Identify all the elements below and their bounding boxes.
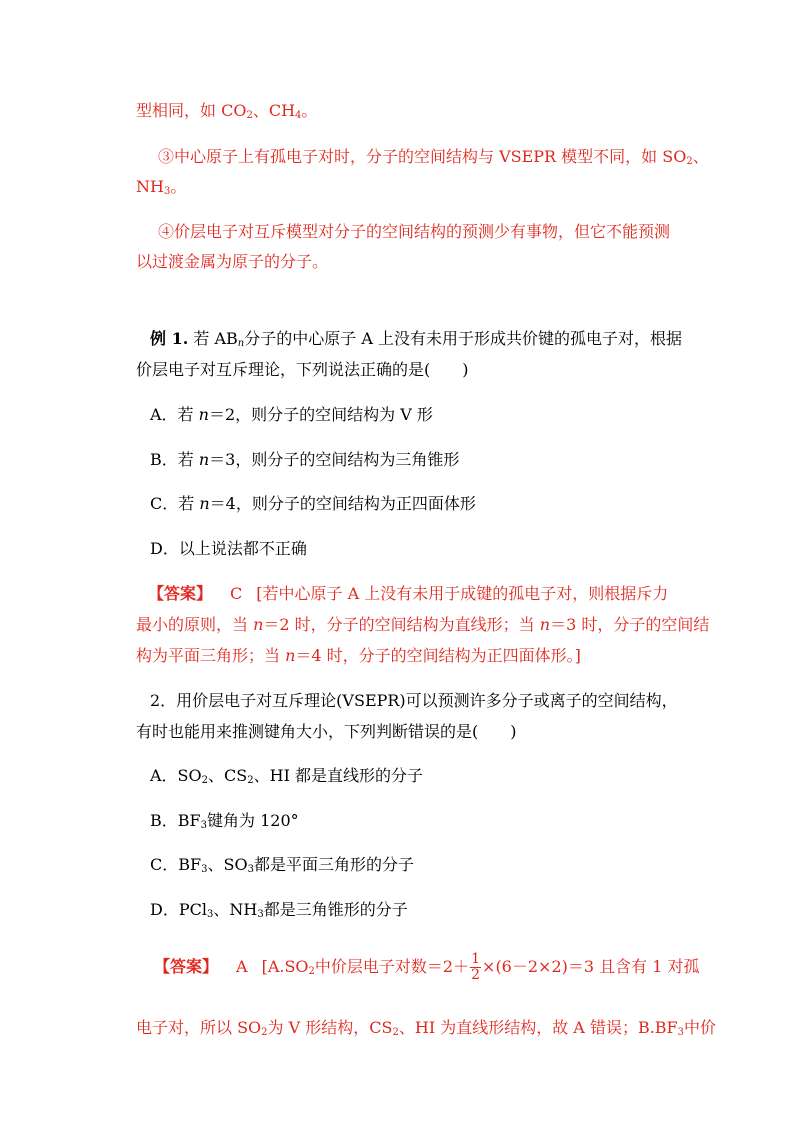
intro-line-1: 型相同，如 $CO_2$、$CH_4$。 (136, 101, 318, 121)
q2-answer-label: 【答案】 (154, 957, 219, 976)
q2-stem-line-2: 有时也能用来推测键角大小，下列判断错误的是( ) (136, 722, 517, 741)
intro-line-4: ④价层电子对互斥模型对分子的空间结构的预测少有事物，但它不能预测 (158, 222, 671, 241)
q1-answer-line-1: 【答案】 C [若中心原子 A 上没有未用于成键的孤电子对，则根据斥力 (148, 584, 669, 603)
q1-answer-label: 【答案】 (148, 584, 213, 603)
q2-option-c: C．$BF_3$、$SO_3$都是平面三角形的分子 (150, 855, 414, 875)
q1-answer-line-2: 最小的原则，当 n＝2 时，分子的空间结构为直线形；当 n＝3 时，分子的空间结 (136, 615, 710, 634)
q1-label: 例 1. (150, 329, 189, 348)
q1-option-a: A．若 n＝2，则分子的空间结构为 V 形 (150, 405, 433, 424)
q2-option-b: B．$BF_3$键角为 120° (150, 811, 299, 831)
q2-answer-line-2: 电子对，所以 $SO_2$为 V 形结构，$CS_2$、HI 为直线形结构，故 A 错误；$B.BF_3$中价 (136, 1018, 717, 1038)
q1-option-d: D．以上说法都不正确 (150, 539, 307, 558)
intro-line-2: ③中心原子上有孤电子对时，分子的空间结构与 VSEPR 模型不同，如 $SO_2$、 (158, 147, 709, 167)
fraction-one-half: $\frac{1}{2}$ (471, 951, 481, 983)
q2-stem-line-1: 2．用价层电子对互斥理论(VSEPR)可以预测许多分子或离子的空间结构， (150, 691, 678, 710)
intro-line-3: $NH_3$。 (136, 177, 187, 197)
q1-answer-letter: C (230, 584, 243, 603)
q1-option-c: C．若 n＝4，则分子的空间结构为正四面体形 (150, 494, 476, 513)
q1-stem-line-2: 价层电子对互斥理论，下列说法正确的是( ) (136, 360, 469, 379)
q1-answer-line-3: 构为平面三角形；当 n＝4 时，分子的空间结构为正四面体形。] (136, 646, 581, 665)
intro-line-5: 以过渡金属为原子的分子。 (136, 252, 329, 271)
q2-answer-line-1: 【答案】 A [$A.SO_2$中价层电子对数＝2＋ $\frac{1}{2}$ ×(6－2×2)＝3 且含有 1 对孤 (154, 951, 700, 983)
q1-stem-line-1: 例 1. 若 $AB_n$分子的中心原子 A 上没有未用于形成共价键的孤电子对，根据 (150, 329, 682, 349)
q2-option-a: A．$SO_2$、$CS_2$、HI 都是直线形的分子 (150, 766, 423, 786)
q2-option-d: D．PCl$_3$、$NH_3$都是三角锥形的分子 (150, 900, 408, 920)
q1-option-b: B．若 n＝3，则分子的空间结构为三角锥形 (150, 450, 460, 469)
q2-answer-letter: A (236, 957, 248, 976)
